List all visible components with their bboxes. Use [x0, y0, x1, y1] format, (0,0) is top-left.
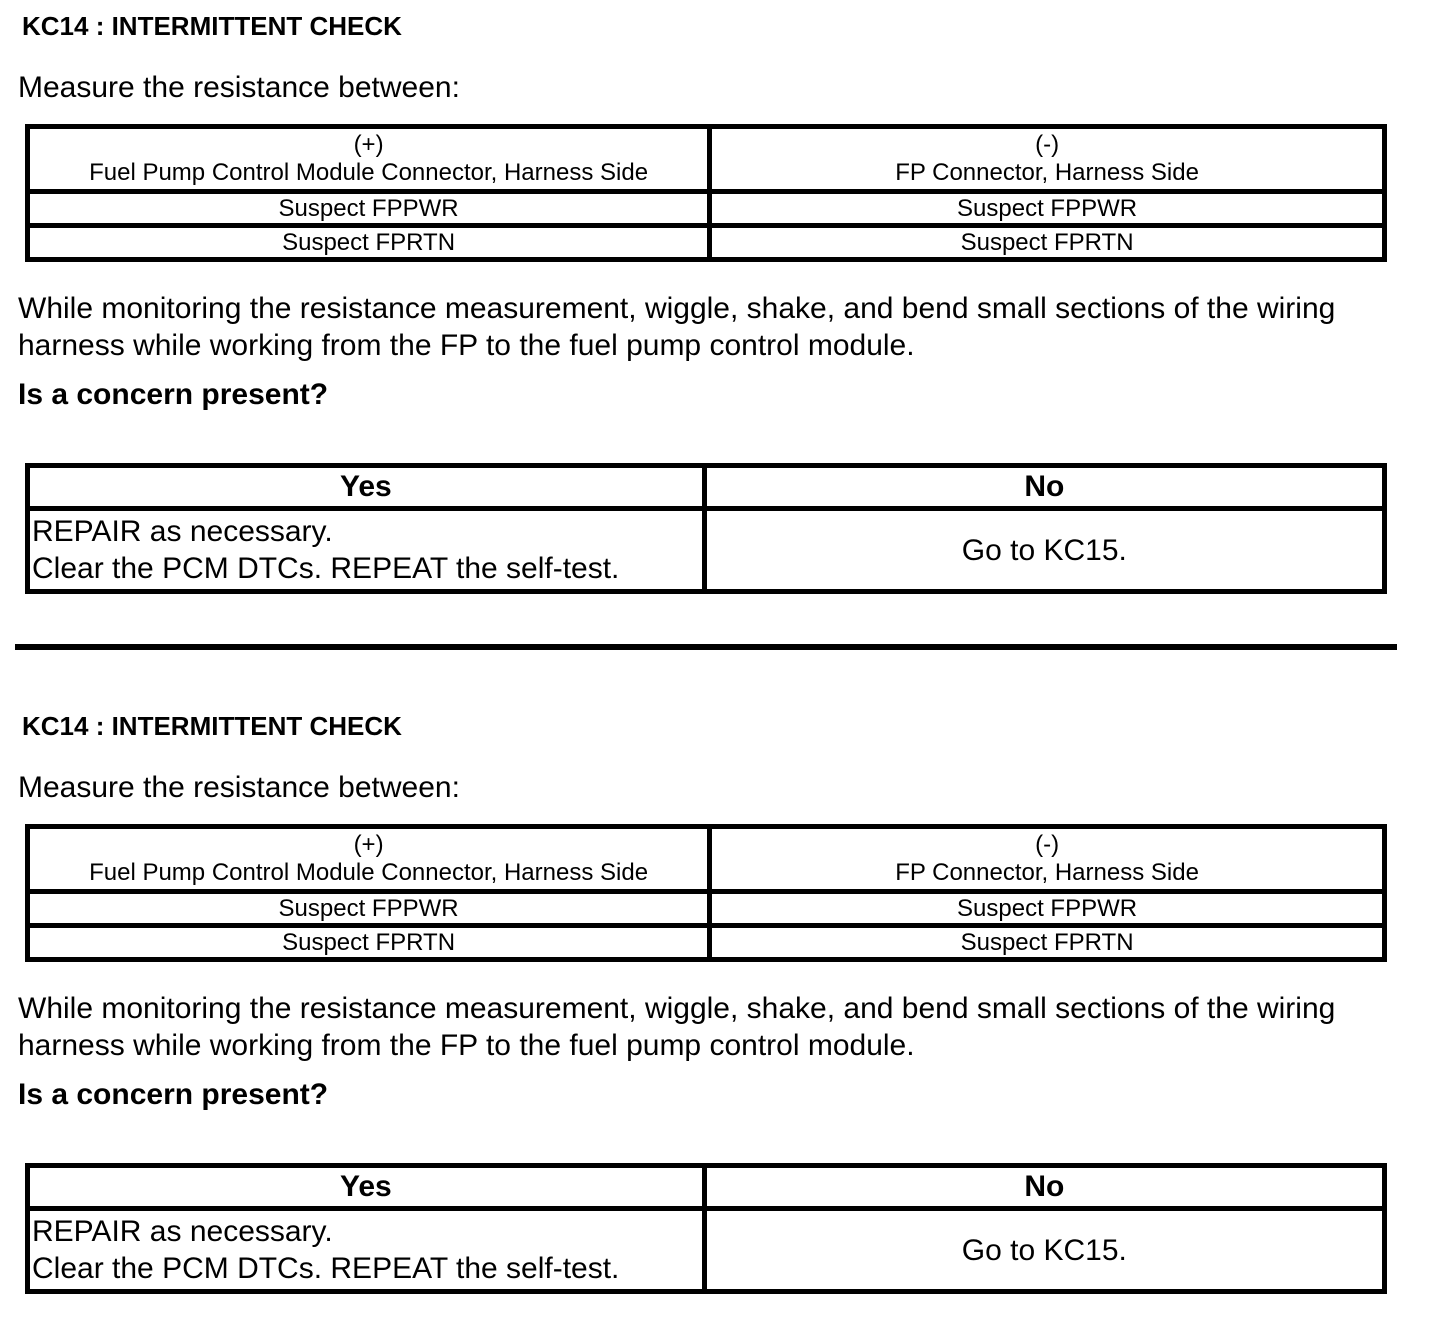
instruction-paragraph: While monitoring the resistance measurement, wiggle, shake, and bend small sections of the wiring harness while working from the FP to the fuel pump control module. — [18, 992, 1336, 1062]
positive-label: Fuel Pump Control Module Connector, Harness Side — [89, 159, 649, 186]
no-header-cell: No — [704, 466, 1384, 509]
measurement-cell: Suspect FPRTN — [28, 226, 710, 260]
yes-header-cell: Yes — [28, 466, 705, 509]
no-header-cell: No — [704, 1166, 1384, 1209]
decision-table — [25, 463, 1387, 594]
table-row — [28, 926, 1385, 960]
intro-text: Measure the resistance between: — [18, 771, 460, 804]
table-row — [28, 226, 1385, 260]
measurement-cell: Suspect FPPWR — [710, 192, 1385, 226]
decision-table — [25, 1163, 1387, 1294]
positive-header-cell — [28, 827, 710, 892]
negative-symbol: (-) — [1035, 831, 1060, 858]
decision-header-row — [28, 1166, 1385, 1209]
measurement-cell: Suspect FPRTN — [28, 926, 710, 960]
positive-header-cell — [28, 127, 710, 192]
yes-action-line: Clear the PCM DTCs. REPEAT the self-test. — [32, 552, 620, 585]
negative-header-cell — [710, 127, 1385, 192]
measurement-cell: Suspect FPRTN — [710, 226, 1385, 260]
table-row — [28, 892, 1385, 926]
negative-label: FP Connector, Harness Side — [895, 159, 1199, 186]
positive-label: Fuel Pump Control Module Connector, Harness Side — [89, 859, 649, 886]
procedure-step-section — [0, 13, 1440, 650]
measurement-cell: Suspect FPPWR — [28, 892, 710, 926]
positive-symbol: (+) — [353, 831, 384, 858]
intro-text: Measure the resistance between: — [18, 71, 460, 104]
yes-action-cell — [28, 509, 705, 592]
question-text: Is a concern present? — [18, 1078, 329, 1111]
step-title: KC14 : INTERMITTENT CHECK — [22, 11, 402, 41]
yes-header-cell: Yes — [28, 1166, 705, 1209]
positive-symbol: (+) — [353, 131, 384, 158]
yes-action-line: Clear the PCM DTCs. REPEAT the self-test. — [32, 1252, 620, 1285]
yes-action-line: REPAIR as necessary. — [32, 515, 333, 548]
decision-body-row — [28, 509, 1385, 592]
measurement-table — [25, 124, 1387, 262]
instruction-paragraph: While monitoring the resistance measurement, wiggle, shake, and bend small sections of the wiring harness while working from the FP to the fuel pump control module. — [18, 292, 1336, 362]
measurement-header-row — [28, 127, 1385, 192]
measurement-header-row — [28, 827, 1385, 892]
procedure-step-section — [0, 713, 1440, 1318]
step-title: KC14 : INTERMITTENT CHECK — [22, 711, 402, 741]
negative-symbol: (-) — [1035, 131, 1060, 158]
table-row — [28, 192, 1385, 226]
yes-action-cell — [28, 1209, 705, 1292]
measurement-cell: Suspect FPPWR — [28, 192, 710, 226]
yes-action-line: REPAIR as necessary. — [32, 1215, 333, 1248]
question-text: Is a concern present? — [18, 378, 329, 411]
negative-label: FP Connector, Harness Side — [895, 859, 1199, 886]
decision-header-row — [28, 466, 1385, 509]
measurement-cell: Suspect FPRTN — [710, 926, 1385, 960]
section-divider-rule — [15, 644, 1397, 650]
measurement-table — [25, 824, 1387, 962]
no-action-cell: Go to KC15. — [704, 509, 1384, 592]
no-action-cell: Go to KC15. — [704, 1209, 1384, 1292]
decision-body-row — [28, 1209, 1385, 1292]
negative-header-cell — [710, 827, 1385, 892]
measurement-cell: Suspect FPPWR — [710, 892, 1385, 926]
